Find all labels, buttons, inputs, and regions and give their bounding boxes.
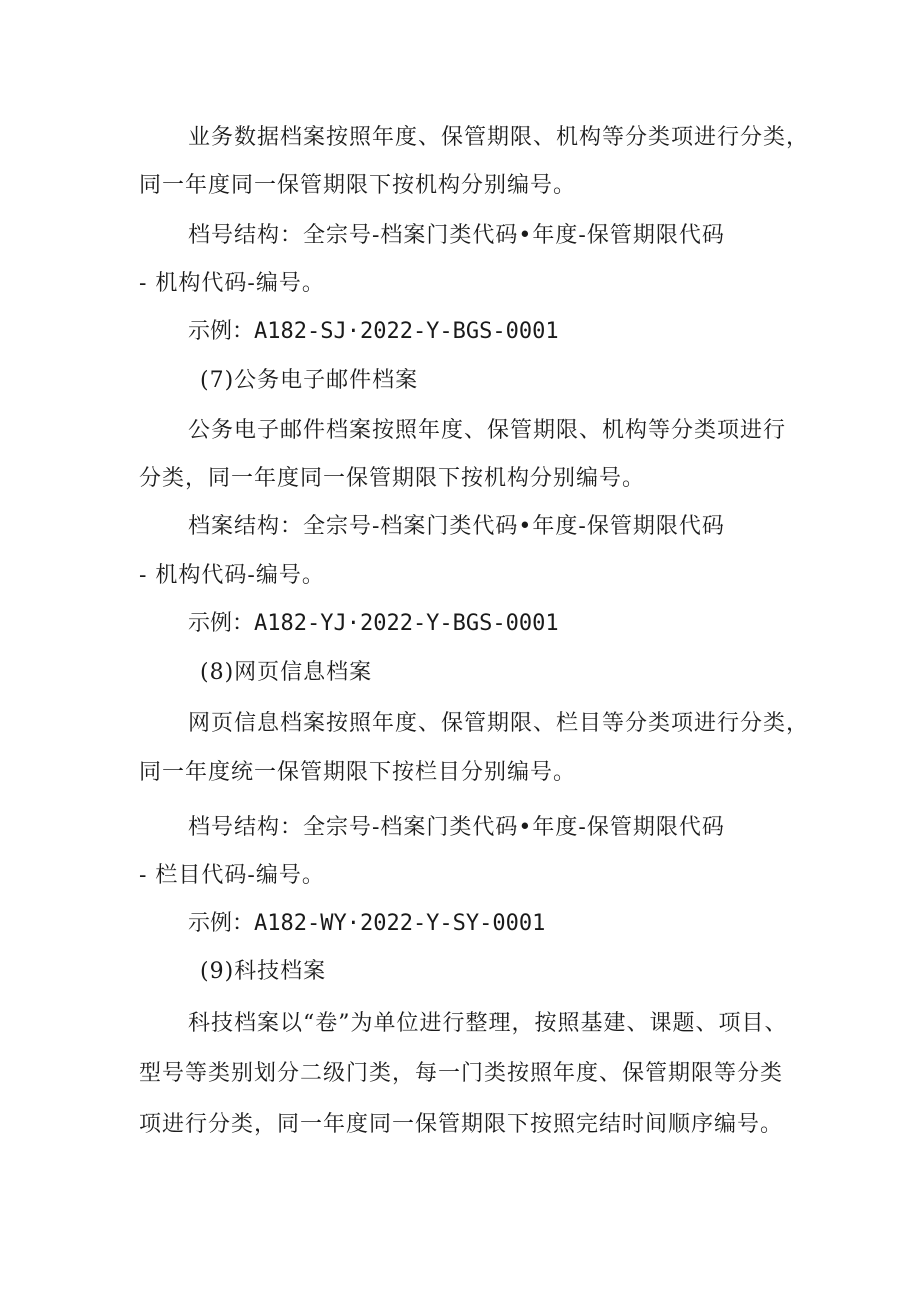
paragraph-business-data-line-1: 业务数据档案按照年度、保管期限、机构等分类项进行分类， <box>188 125 810 150</box>
paragraph-tech-line-3: 项进行分类，同一年度同一保管期限下按照完结时间顺序编号。 <box>139 1112 784 1137</box>
archive-structure-email-line-1: 档案结构：全宗号-档案门类代码•年度-保管期限代码 <box>188 514 725 539</box>
paragraph-webpage-line-1: 网页信息档案按照年度、保管期限、栏目等分类项进行分类， <box>188 711 810 736</box>
section-heading-7: (7)公务电子邮件档案 <box>200 368 419 393</box>
example-sj: 示例：A182-SJ·2022-Y-BGS-0001 <box>188 319 559 344</box>
paragraph-business-data-line-2: 同一年度同一保管期限下按机构分别编号。 <box>139 173 577 198</box>
example-wy: 示例：A182-WY·2022-Y-SY-0001 <box>188 911 546 936</box>
section-heading-8: (8)网页信息档案 <box>200 660 373 685</box>
archive-structure-line-1: 档号结构：全宗号-档案门类代码•年度-保管期限代码 <box>188 223 725 248</box>
archive-structure-line-2: - 机构代码-编号。 <box>139 271 325 296</box>
paragraph-webpage-line-2: 同一年度统一保管期限下按栏目分别编号。 <box>139 760 577 785</box>
paragraph-tech-line-2: 型号等类别划分二级门类，每一门类按照年度、保管期限等分类 <box>139 1061 784 1086</box>
archive-structure-webpage-line-1: 档号结构：全宗号-档案门类代码•年度-保管期限代码 <box>188 815 725 840</box>
paragraph-email-line-2: 分类，同一年度同一保管期限下按机构分别编号。 <box>139 466 646 491</box>
archive-structure-webpage-line-2: - 栏目代码-编号。 <box>139 863 325 888</box>
paragraph-email-line-1: 公务电子邮件档案按照年度、保管期限、机构等分类项进行 <box>188 418 787 443</box>
archive-structure-email-line-2: - 机构代码-编号。 <box>139 563 325 588</box>
example-yj: 示例：A182-YJ·2022-Y-BGS-0001 <box>188 611 559 636</box>
paragraph-tech-line-1: 科技档案以“卷”为单位进行整理，按照基建、课题、项目、 <box>188 1011 788 1036</box>
section-heading-9: (9)科技档案 <box>200 959 327 984</box>
